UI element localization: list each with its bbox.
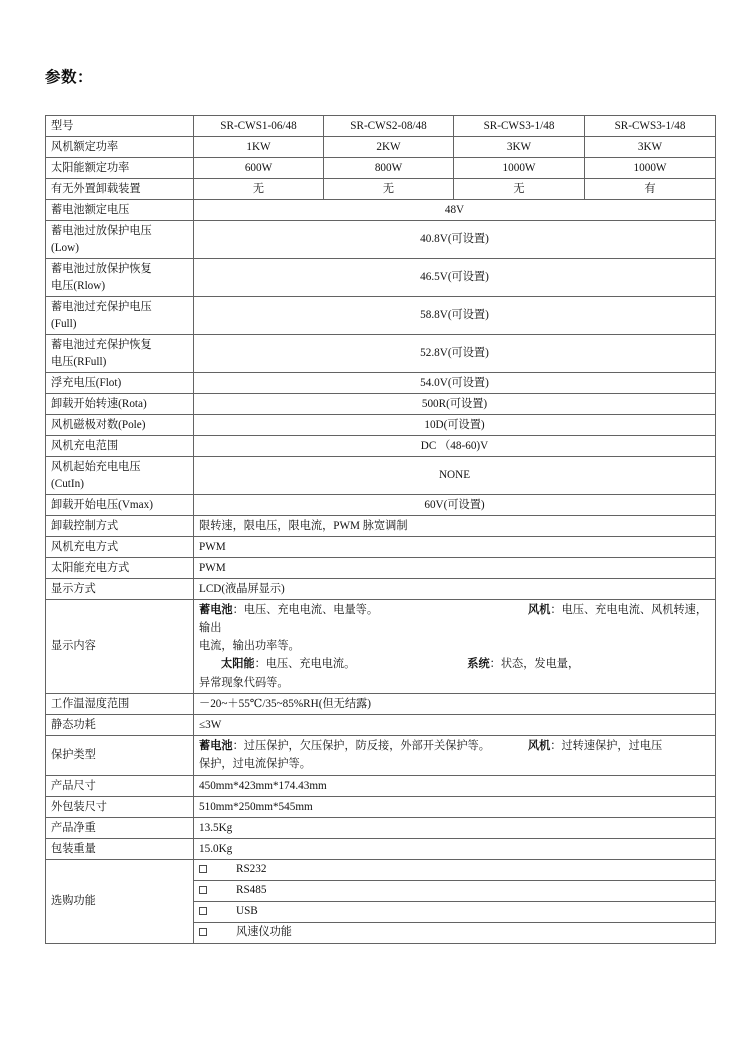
row-label-net-weight: 产品净重	[46, 817, 194, 838]
row-label-over-discharge-protect	[46, 221, 194, 259]
display-fan-text: ：电压、充电电流、风机转速，输出	[199, 604, 708, 635]
row-label-dump-start-speed: 卸载开始转速(Rota)	[46, 394, 194, 415]
cell-value-merged: PWM	[194, 537, 716, 558]
table-row	[46, 714, 716, 735]
cell-value-merged: 限转速，限电压，限电流，PWM 脉宽调制	[194, 516, 716, 537]
label-line-1: 蓄电池过放保护恢复	[51, 262, 152, 275]
row-label-solar-rated-power: 太阳能额定功率	[46, 158, 194, 179]
row-label-standby-power: 静态功耗	[46, 714, 194, 735]
cell-value: 1KW	[194, 137, 324, 158]
cell-value-merged: 46.5V(可设置)	[194, 259, 716, 297]
row-label-product-size: 产品尺寸	[46, 775, 194, 796]
table-row	[46, 537, 716, 558]
row-label-display-content: 显示内容	[46, 600, 194, 694]
table-row-optional-1	[46, 859, 716, 880]
label-line-2: (Full)	[51, 317, 77, 330]
table-row	[46, 495, 716, 516]
cell-value: 2KW	[324, 137, 454, 158]
cell-value: 1000W	[454, 158, 585, 179]
cell-protection-type	[194, 735, 716, 775]
display-system-title: 系统	[467, 658, 490, 671]
option-row-anemometer[interactable]	[194, 922, 716, 943]
row-label-external-dump-device: 有无外置卸载装置	[46, 179, 194, 200]
cell-value-merged: 500R(可设置)	[194, 394, 716, 415]
table-row	[46, 796, 716, 817]
row-label-solar-charge-mode: 太阳能充电方式	[46, 558, 194, 579]
option-row-usb[interactable]	[194, 901, 716, 922]
model-col-3: SR-CWS3-1/48	[454, 116, 585, 137]
table-row	[46, 200, 716, 221]
row-label-over-charge-recover	[46, 335, 194, 373]
protection-battery-title: 蓄电池	[199, 740, 233, 753]
row-label-model: 型号	[46, 116, 194, 137]
option-label: 风速仪功能	[236, 926, 292, 939]
cell-value: 600W	[194, 158, 324, 179]
table-row	[46, 775, 716, 796]
cell-value: 无	[194, 179, 324, 200]
cell-value-merged: ≤3W	[194, 714, 716, 735]
cell-value-merged: 450mm*423mm*174.43mm	[194, 775, 716, 796]
row-label-gross-weight: 包装重量	[46, 838, 194, 859]
row-label-over-charge-protect	[46, 297, 194, 335]
table-row	[46, 259, 716, 297]
row-label-battery-rated-voltage: 蓄电池额定电压	[46, 200, 194, 221]
protection-fan-title: 风机	[527, 740, 551, 753]
protection-battery-text: ：过压保护，欠压保护，防反接，外部开关保护等。	[232, 740, 490, 753]
cell-value-merged: －20~＋55℃/35~85%RH(但无结露)	[194, 693, 716, 714]
table-row	[46, 457, 716, 495]
label-line-1: 蓄电池过充保护恢复	[51, 338, 152, 351]
row-label-package-size: 外包装尺寸	[46, 796, 194, 817]
cell-value-merged: 13.5Kg	[194, 817, 716, 838]
label-line-2: (CutIn)	[51, 477, 84, 490]
display-battery-title: 蓄电池	[199, 604, 233, 616]
cell-value: 800W	[324, 158, 454, 179]
checkbox-icon[interactable]	[199, 886, 207, 894]
table-row	[46, 335, 716, 373]
label-line-2: (Low)	[51, 241, 79, 254]
cell-value: 1000W	[585, 158, 716, 179]
cell-value: 无	[454, 179, 585, 200]
table-row	[46, 221, 716, 259]
option-label: RS485	[236, 884, 267, 897]
cell-value: 有	[585, 179, 716, 200]
row-label-fan-charge-mode: 风机充电方式	[46, 537, 194, 558]
row-label-temp-humidity-range: 工作温湿度范围	[46, 693, 194, 714]
cell-value-merged: 58.8V(可设置)	[194, 297, 716, 335]
table-row-protection	[46, 735, 716, 775]
table-row	[46, 516, 716, 537]
cell-value-merged: 52.8V(可设置)	[194, 335, 716, 373]
table-row	[46, 373, 716, 394]
model-col-1: SR-CWS1-06/48	[194, 116, 324, 137]
cell-value-merged: LCD(液晶屏显示)	[194, 579, 716, 600]
cell-value-merged: 10D(可设置)	[194, 415, 716, 436]
cell-display-content	[194, 600, 716, 694]
label-line-2: 电压(Rlow)	[51, 279, 106, 292]
table-body	[46, 116, 716, 944]
cell-value: 3KW	[585, 137, 716, 158]
label-line-1: 风机起始充电电压	[51, 460, 141, 473]
row-label-dump-start-voltage: 卸载开始电压(Vmax)	[46, 495, 194, 516]
table-row	[46, 838, 716, 859]
row-label-display-mode: 显示方式	[46, 579, 194, 600]
cell-value-merged: 15.0Kg	[194, 838, 716, 859]
cell-value-merged: 60V(可设置)	[194, 495, 716, 516]
option-row-rs485[interactable]	[194, 880, 716, 901]
specifications-table	[45, 115, 716, 944]
row-label-protection-type: 保护类型	[46, 735, 194, 775]
row-label-float-voltage: 浮充电压(Flot)	[46, 373, 194, 394]
table-row	[46, 158, 716, 179]
cell-value: 3KW	[454, 137, 585, 158]
table-row	[46, 415, 716, 436]
table-row	[46, 297, 716, 335]
cell-value: 无	[324, 179, 454, 200]
protection-fan-text: ：过转速保护，过电压	[550, 740, 663, 753]
display-fan-text-cont: 电流，输出功率等。	[199, 640, 300, 653]
display-solar-text: ：电压、充电电流。	[254, 658, 356, 671]
table-row	[46, 558, 716, 579]
cell-value-merged: NONE	[194, 457, 716, 495]
table-row-display-content	[46, 600, 716, 694]
page-title: 参数：	[45, 69, 94, 86]
row-label-pole-pairs: 风机磁极对数(Pole)	[46, 415, 194, 436]
label-line-2: 电压(RFull)	[51, 355, 107, 368]
cell-value-merged: 54.0V(可设置)	[194, 373, 716, 394]
table-row	[46, 436, 716, 457]
table-row	[46, 137, 716, 158]
table-row	[46, 394, 716, 415]
checkbox-icon[interactable]	[199, 907, 207, 915]
row-label-fan-rated-power: 风机额定功率	[46, 137, 194, 158]
table-row	[46, 579, 716, 600]
display-solar-title: 太阳能	[221, 658, 255, 671]
display-fan-title: 风机	[528, 604, 551, 616]
cell-value-merged: 48V	[194, 200, 716, 221]
model-col-2: SR-CWS2-08/48	[324, 116, 454, 137]
row-label-fan-charge-range: 风机充电范围	[46, 436, 194, 457]
cell-value-merged: 40.8V(可设置)	[194, 221, 716, 259]
cell-value-merged: DC （48-60)V	[194, 436, 716, 457]
option-row-rs232[interactable]	[194, 859, 716, 880]
label-line-1: 蓄电池过放保护电压	[51, 224, 152, 237]
table-row	[46, 179, 716, 200]
model-col-4: SR-CWS3-1/48	[585, 116, 716, 137]
row-label-dump-control-mode: 卸载控制方式	[46, 516, 194, 537]
checkbox-icon[interactable]	[199, 928, 207, 936]
protection-fan-text-cont: 保护，过电流保护等。	[199, 758, 311, 771]
display-battery-text: ：电压、充电电流、电量等。	[232, 604, 379, 616]
row-label-over-discharge-recover	[46, 259, 194, 297]
option-label: USB	[236, 905, 258, 918]
option-label: RS232	[236, 863, 267, 876]
cell-value-merged: PWM	[194, 558, 716, 579]
row-label-optional-functions: 选购功能	[46, 859, 194, 943]
display-system-text: ：状态，发电量，	[489, 658, 580, 671]
checkbox-icon[interactable]	[199, 865, 207, 873]
row-label-fan-cutin-voltage	[46, 457, 194, 495]
table-row	[46, 817, 716, 838]
table-row-model	[46, 116, 716, 137]
display-system-text-cont: 异常现象代码等。	[199, 676, 289, 689]
table-row	[46, 693, 716, 714]
cell-value-merged: 510mm*250mm*545mm	[194, 796, 716, 817]
label-line-1: 蓄电池过充保护电压	[51, 300, 152, 313]
